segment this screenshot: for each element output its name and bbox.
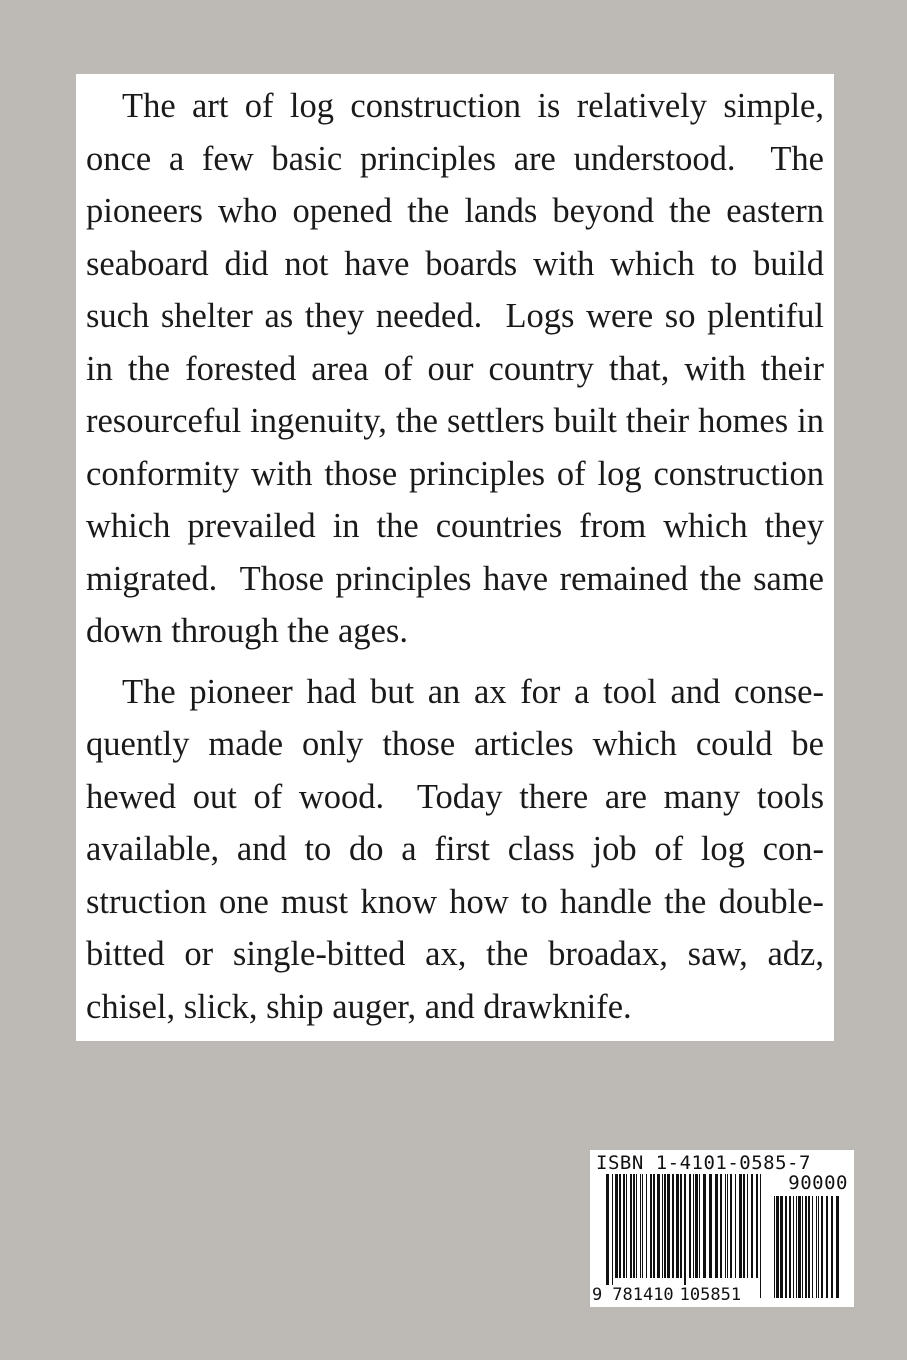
barcode-bar	[672, 1174, 674, 1278]
barcode-bar	[739, 1174, 742, 1278]
ean-first-digit: 9	[592, 1285, 603, 1305]
barcode-bar	[743, 1174, 745, 1278]
barcode-bar	[780, 1196, 783, 1298]
ean-barcode-graphic	[606, 1174, 764, 1298]
barcode-bar	[664, 1174, 666, 1278]
barcode-bar	[684, 1174, 686, 1298]
barcode-bar	[630, 1174, 632, 1278]
barcode-bar	[812, 1196, 813, 1298]
barcode-bar	[760, 1174, 761, 1298]
isbn-label: ISBN 1-4101-0585-7	[596, 1152, 811, 1174]
addon-barcode-graphic	[774, 1196, 840, 1298]
barcode-bar	[802, 1196, 803, 1298]
barcode-bar	[619, 1174, 621, 1278]
barcode-bar	[756, 1174, 758, 1278]
isbn-barcode-block	[590, 1150, 854, 1307]
barcode-bar	[703, 1174, 706, 1278]
barcode-bar	[798, 1196, 801, 1298]
barcode-bar	[650, 1174, 652, 1278]
barcode-bar	[831, 1196, 833, 1298]
paragraph-pioneer-tools: The pioneer had but an ax for a tool and consequently made only those articles which could be hewed out of wood. Today there are many tools available, and to do a first class job of log construction one must know how to handle the double-bitted or single-bitted ax, the broadax, saw, adz, chisel, slick, ship auger, and drawknife.	[86, 672, 824, 1026]
barcode-bar	[727, 1174, 728, 1278]
barcode-bar	[640, 1174, 641, 1278]
price-code-label: 90000	[788, 1172, 848, 1194]
barcode-bar	[836, 1196, 839, 1298]
barcode-bar	[693, 1174, 694, 1278]
barcode-bar	[796, 1196, 797, 1298]
barcode-bar	[623, 1174, 625, 1278]
barcode-bar	[805, 1196, 807, 1298]
barcode-bar	[642, 1174, 643, 1278]
ean-right-group: 105851	[679, 1285, 742, 1305]
barcode-bar	[751, 1174, 753, 1278]
barcode-bar	[747, 1174, 748, 1278]
ean-digits	[592, 1285, 741, 1305]
barcode-bar	[816, 1196, 817, 1298]
barcode-bar	[774, 1196, 775, 1298]
back-cover-text-panel	[76, 74, 834, 1041]
barcode-bar	[667, 1174, 670, 1278]
barcode-bar	[808, 1196, 810, 1298]
barcode-bar	[785, 1196, 787, 1298]
barcode-bar	[653, 1174, 655, 1278]
barcode-bar	[776, 1196, 779, 1298]
barcode-bar	[826, 1196, 828, 1298]
barcode-bar	[818, 1196, 819, 1298]
barcode-bar	[689, 1174, 691, 1278]
barcode-bar	[699, 1174, 700, 1278]
barcode-bar	[646, 1174, 647, 1278]
barcode-bar	[606, 1174, 609, 1298]
barcode-bar	[709, 1174, 712, 1278]
barcode-bar	[657, 1174, 660, 1278]
barcode-bar	[615, 1174, 618, 1278]
barcode-bar	[715, 1174, 718, 1278]
paragraph-log-construction-history: The art of log construction is relatively simple, once a few basic principles are understood. The pioneers who opened the lands beyond the eastern seaboard did not have boards with which to build such shelter as they needed. Logs were so plentiful in the forested area of our country that, with their resourceful ingenuity, the settlers built their homes in conformity with those principles of log construction which prevailed in the countries from which they migrated. Those principles have remained the same down through the ages.	[86, 87, 824, 650]
ean-left-group: 781410	[612, 1285, 674, 1305]
barcode-bar	[789, 1196, 791, 1298]
barcode-bar	[821, 1196, 823, 1298]
barcode-bar	[730, 1174, 732, 1278]
barcode-bar	[695, 1174, 698, 1278]
barcode-bar	[725, 1174, 726, 1278]
barcode-bar	[735, 1174, 736, 1278]
barcode-bar	[636, 1174, 637, 1278]
barcode-bar	[793, 1196, 794, 1298]
barcode-bar	[633, 1174, 635, 1278]
barcode-bar	[626, 1174, 627, 1278]
barcode-bar	[612, 1174, 613, 1298]
barcode-bar	[720, 1174, 722, 1278]
barcode-bar	[676, 1174, 679, 1278]
barcode-bar	[662, 1174, 663, 1278]
barcode-bar	[680, 1174, 682, 1278]
